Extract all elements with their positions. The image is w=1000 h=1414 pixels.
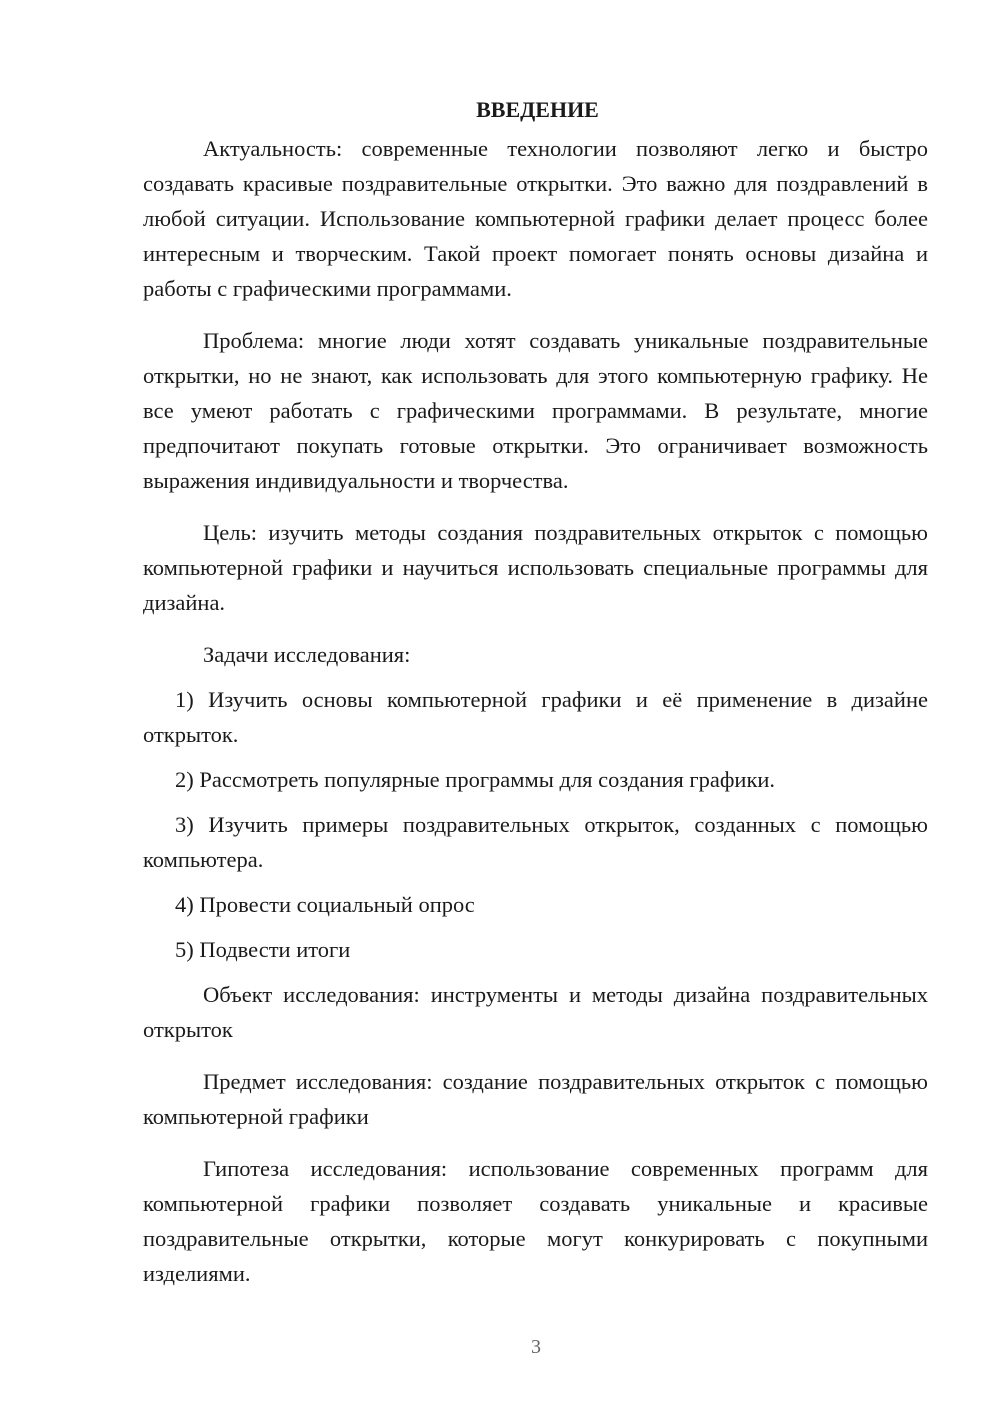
task-item-1: 1) Изучить основы компьютерной графики и её применение в дизайне открыток. xyxy=(143,687,928,747)
subject-paragraph: Предмет исследования: создание поздравительных открыток с помощью компьютерной графики xyxy=(143,1069,928,1129)
task-item-3: 3) Изучить примеры поздравительных открыток, созданных с помощью компьютера. xyxy=(143,812,928,872)
goal-paragraph: Цель: изучить методы создания поздравительных открыток с помощью компьютерной графики и научиться использовать специальные программы для дизайна. xyxy=(143,520,928,615)
task-item-4: 4) Провести социальный опрос xyxy=(175,892,475,917)
relevance-paragraph: Актуальность: современные технологии позволяют легко и быстро создавать красивые поздравительные открытки. Это важно для поздравлений в любой ситуации. Использование компьютерной графики делает процесс более интересным и творческим. Такой проект помогает понять основы дизайна и работы с графическими программами. xyxy=(143,136,928,301)
hypothesis-paragraph: Гипотеза исследования: использование современных программ для компьютерной графики позволяет создавать уникальные и красивые поздравительные открытки, которые могут конкурировать с покупными изделиями. xyxy=(143,1156,928,1286)
task-item-2: 2) Рассмотреть популярные программы для создания графики. xyxy=(175,767,776,792)
page-title: ВВЕДЕНИЕ xyxy=(476,97,599,122)
document-page xyxy=(143,92,928,1291)
problem-paragraph: Проблема: многие люди хотят создавать уникальные поздравительные открытки, но не знают, как использовать для этого компьютерную графику. Не все умеют работать с графическими программами. В результате, многие предпочитают покупать готовые открытки. Это ограничивает возможность выражения индивидуальности и творчества. xyxy=(143,328,928,493)
tasks-heading: Задачи исследования: xyxy=(203,642,411,667)
page-number: 3 xyxy=(531,1336,541,1358)
object-paragraph: Объект исследования: инструменты и методы дизайна поздравительных открыток xyxy=(143,982,928,1042)
task-item-5: 5) Подвести итоги xyxy=(175,937,351,962)
